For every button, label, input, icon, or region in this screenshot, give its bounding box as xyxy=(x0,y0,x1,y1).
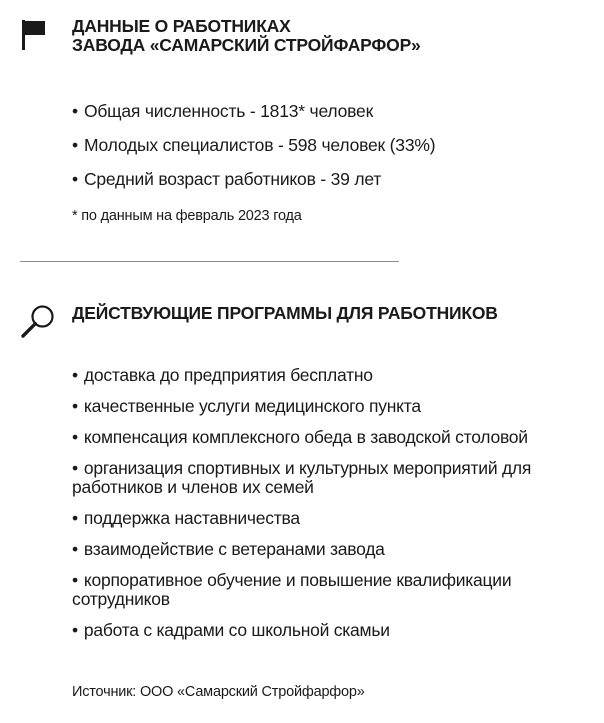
program-item xyxy=(72,621,594,640)
bullet: • xyxy=(72,458,78,478)
employee-stats-list xyxy=(72,100,592,202)
bullet: • xyxy=(72,169,78,189)
bullet: • xyxy=(72,101,78,121)
programs-section-title: ДЕЙСТВУЮЩИЕ ПРОГРАММЫ ДЛЯ РАБОТНИКОВ xyxy=(72,303,498,323)
program-text: организация спортивных и культурных мероприятий для работников и членов их семей xyxy=(72,458,532,497)
employees-title-line2: ЗАВОДА «САМАРСКИЙ СТРОЙФАРФОР» xyxy=(72,35,421,55)
program-item xyxy=(72,540,594,559)
bullet: • xyxy=(72,620,78,640)
program-item xyxy=(72,397,594,416)
source-note: Источник: ООО «Самарский Стройфарфор» xyxy=(72,684,365,700)
program-text: качественные услуги медицинского пункта xyxy=(83,396,421,416)
bullet: • xyxy=(72,427,78,447)
bullet: • xyxy=(72,365,78,385)
program-text: корпоративное обучение и повышение квалификации сотрудников xyxy=(72,570,512,609)
bullet: • xyxy=(72,135,78,155)
stat-item-young-specialists xyxy=(72,134,592,168)
bullet: • xyxy=(72,508,78,528)
program-item xyxy=(72,459,594,497)
program-text: взаимодействие с ветеранами завода xyxy=(83,539,385,559)
search-icon xyxy=(20,303,58,341)
flag-icon xyxy=(22,20,48,50)
bullet: • xyxy=(72,539,78,559)
footnote: * по данным на февраль 2023 года xyxy=(72,208,302,224)
program-item xyxy=(72,428,594,447)
program-text: компенсация комплексного обеда в заводской столовой xyxy=(83,427,528,447)
program-text: поддержка наставничества xyxy=(83,508,300,528)
program-text: доставка до предприятия бесплатно xyxy=(83,365,373,385)
stat-item-average-age xyxy=(72,168,592,202)
stat-text: Средний возраст работников - 39 лет xyxy=(83,169,382,189)
stat-text: Молодых специалистов - 598 человек (33%) xyxy=(83,135,436,155)
bullet: • xyxy=(72,570,78,590)
employees-section-title xyxy=(72,17,421,55)
program-item xyxy=(72,366,594,385)
programs-list xyxy=(72,366,594,652)
program-item xyxy=(72,509,594,528)
employees-title-line1: ДАННЫЕ О РАБОТНИКАХ xyxy=(72,16,291,36)
stat-text: Общая численность - 1813* человек xyxy=(83,101,374,121)
section-divider xyxy=(20,261,399,262)
program-text: работа с кадрами со школьной скамьи xyxy=(83,620,390,640)
stat-item-total xyxy=(72,100,592,134)
program-item xyxy=(72,571,594,609)
bullet: • xyxy=(72,396,78,416)
